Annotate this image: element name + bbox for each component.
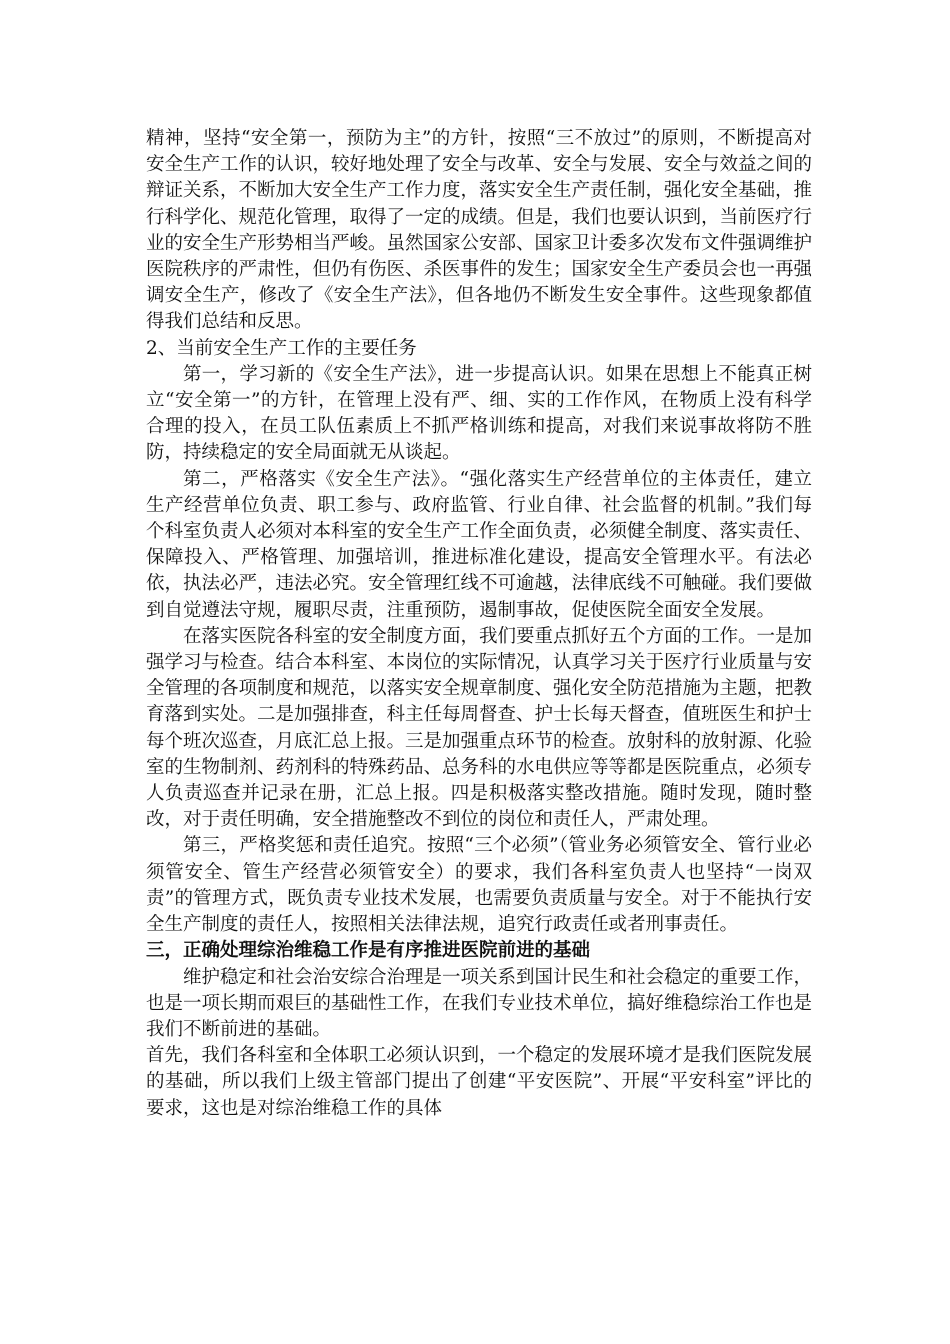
body-paragraph: 精神，坚持“安全第一，预防为主”的方针，按照“三不放过”的原则，不断提高对安全生产工作的认识，较好地处理了安全与改革、安全与发展、安全与效益之间的辩证关系，不断加大安全生产工作力度，落实安全生产责任制，强化安全基础，推行科学化、规范化管理，取得了一定的成绩。但是，我们也要认识到，当前医疗行业的安全生产形势相当严峻。虽然国家公安部、国家卫计委多次发布文件强调维护医院秩序的严肃性，但仍有伤医、杀医事件的发生；国家安全生产委员会也一再强调安全生产，修改了《安全生产法》，但各地仍不断发生安全事件。这些现象都值得我们总结和反思。 [146, 128, 813, 333]
document-page [146, 126, 812, 1122]
body-paragraph: 第三，严格奖惩和责任追究。按照“三个必须”（管业务必须管安全、管行业必须管安全、管生产经营必须管安全）的要求，我们各科室负责人也坚持“一岗双责”的管理方式，既负责专业技术发展，也需要负责质量与安全。对于不能执行安全生产制度的责任人，按照相关法律法规，追究行政责任或者刑事责任。 [146, 835, 812, 936]
body-paragraph: 第一，学习新的《安全生产法》，进一步提高认识。如果在思想上不能真正树立“安全第一”的方针，在管理上没有严、细、实的工作作风，在物质上没有科学合理的投入，在员工队伍素质上不抓严格训练和提高，对我们来说事故将防不胜防，持续稳定的安全局面就无从谈起。 [146, 363, 812, 464]
body-paragraph: 维护稳定和社会治安综合治理是一项关系到国计民生和社会稳定的重要工作，也是一项长期而艰巨的基础性工作，在我们专业技术单位，搞好维稳综治工作也是我们不断前进的基础。 [146, 966, 813, 1040]
body-paragraph: 在落实医院各科室的安全制度方面，我们要重点抓好五个方面的工作。一是加强学习与检查。结合本科室、本岗位的实际情况，认真学习关于医疗行业质量与安全管理的各项制度和规范，以落实安全规章制度、强化安全防范措施为主题，把教育落到实处。二是加强排查，科主任每周督查、护士长每天督查，值班医生和护士每个班次巡查，月底汇总上报。三是加强重点环节的检查。放射科的放射源、化验室的生物制剂、药剂科的特殊药品、总务科的水电供应等等都是医院重点，必须专人负责巡查并记录在册，汇总上报。四是积极落实整改措施。随时发现，随时整改，对于责任明确，安全措施整改不到位的岗位和责任人，严肃处理。 [146, 625, 813, 831]
body-paragraph: 第二，严格落实《安全生产法》。“强化落实生产经营单位的主体责任，建立生产经营单位负责、职工参与、政府监管、行业自律、社会监督的机制。”我们每个科室负责人必须对本科室的安全生产工作全面负责，必须健全制度、落实责任、保障投入、严格管理、加强培训，推进标准化建设，提高安全管理水平。有法必依，执法必严，违法必究。安全管理红线不可逾越，法律底线不可触碰。我们要做到自觉遵法守规，履职尽责，注重预防，遏制事故，促使医院全面安全发展。 [146, 468, 813, 621]
subheading: 2、当前安全生产工作的主要任务 [146, 337, 417, 359]
section-heading: 三，正确处理综治维稳工作是有序推进医院前进的基础 [146, 940, 591, 962]
body-paragraph: 首先，我们各科室和全体职工必须认识到，一个稳定的发展环境才是我们医院发展的基础，所以我们上级主管部门提出了创建“平安医院”、开展“平安科室”评比的要求，这也是对综治维稳工作的具体 [146, 1045, 813, 1119]
